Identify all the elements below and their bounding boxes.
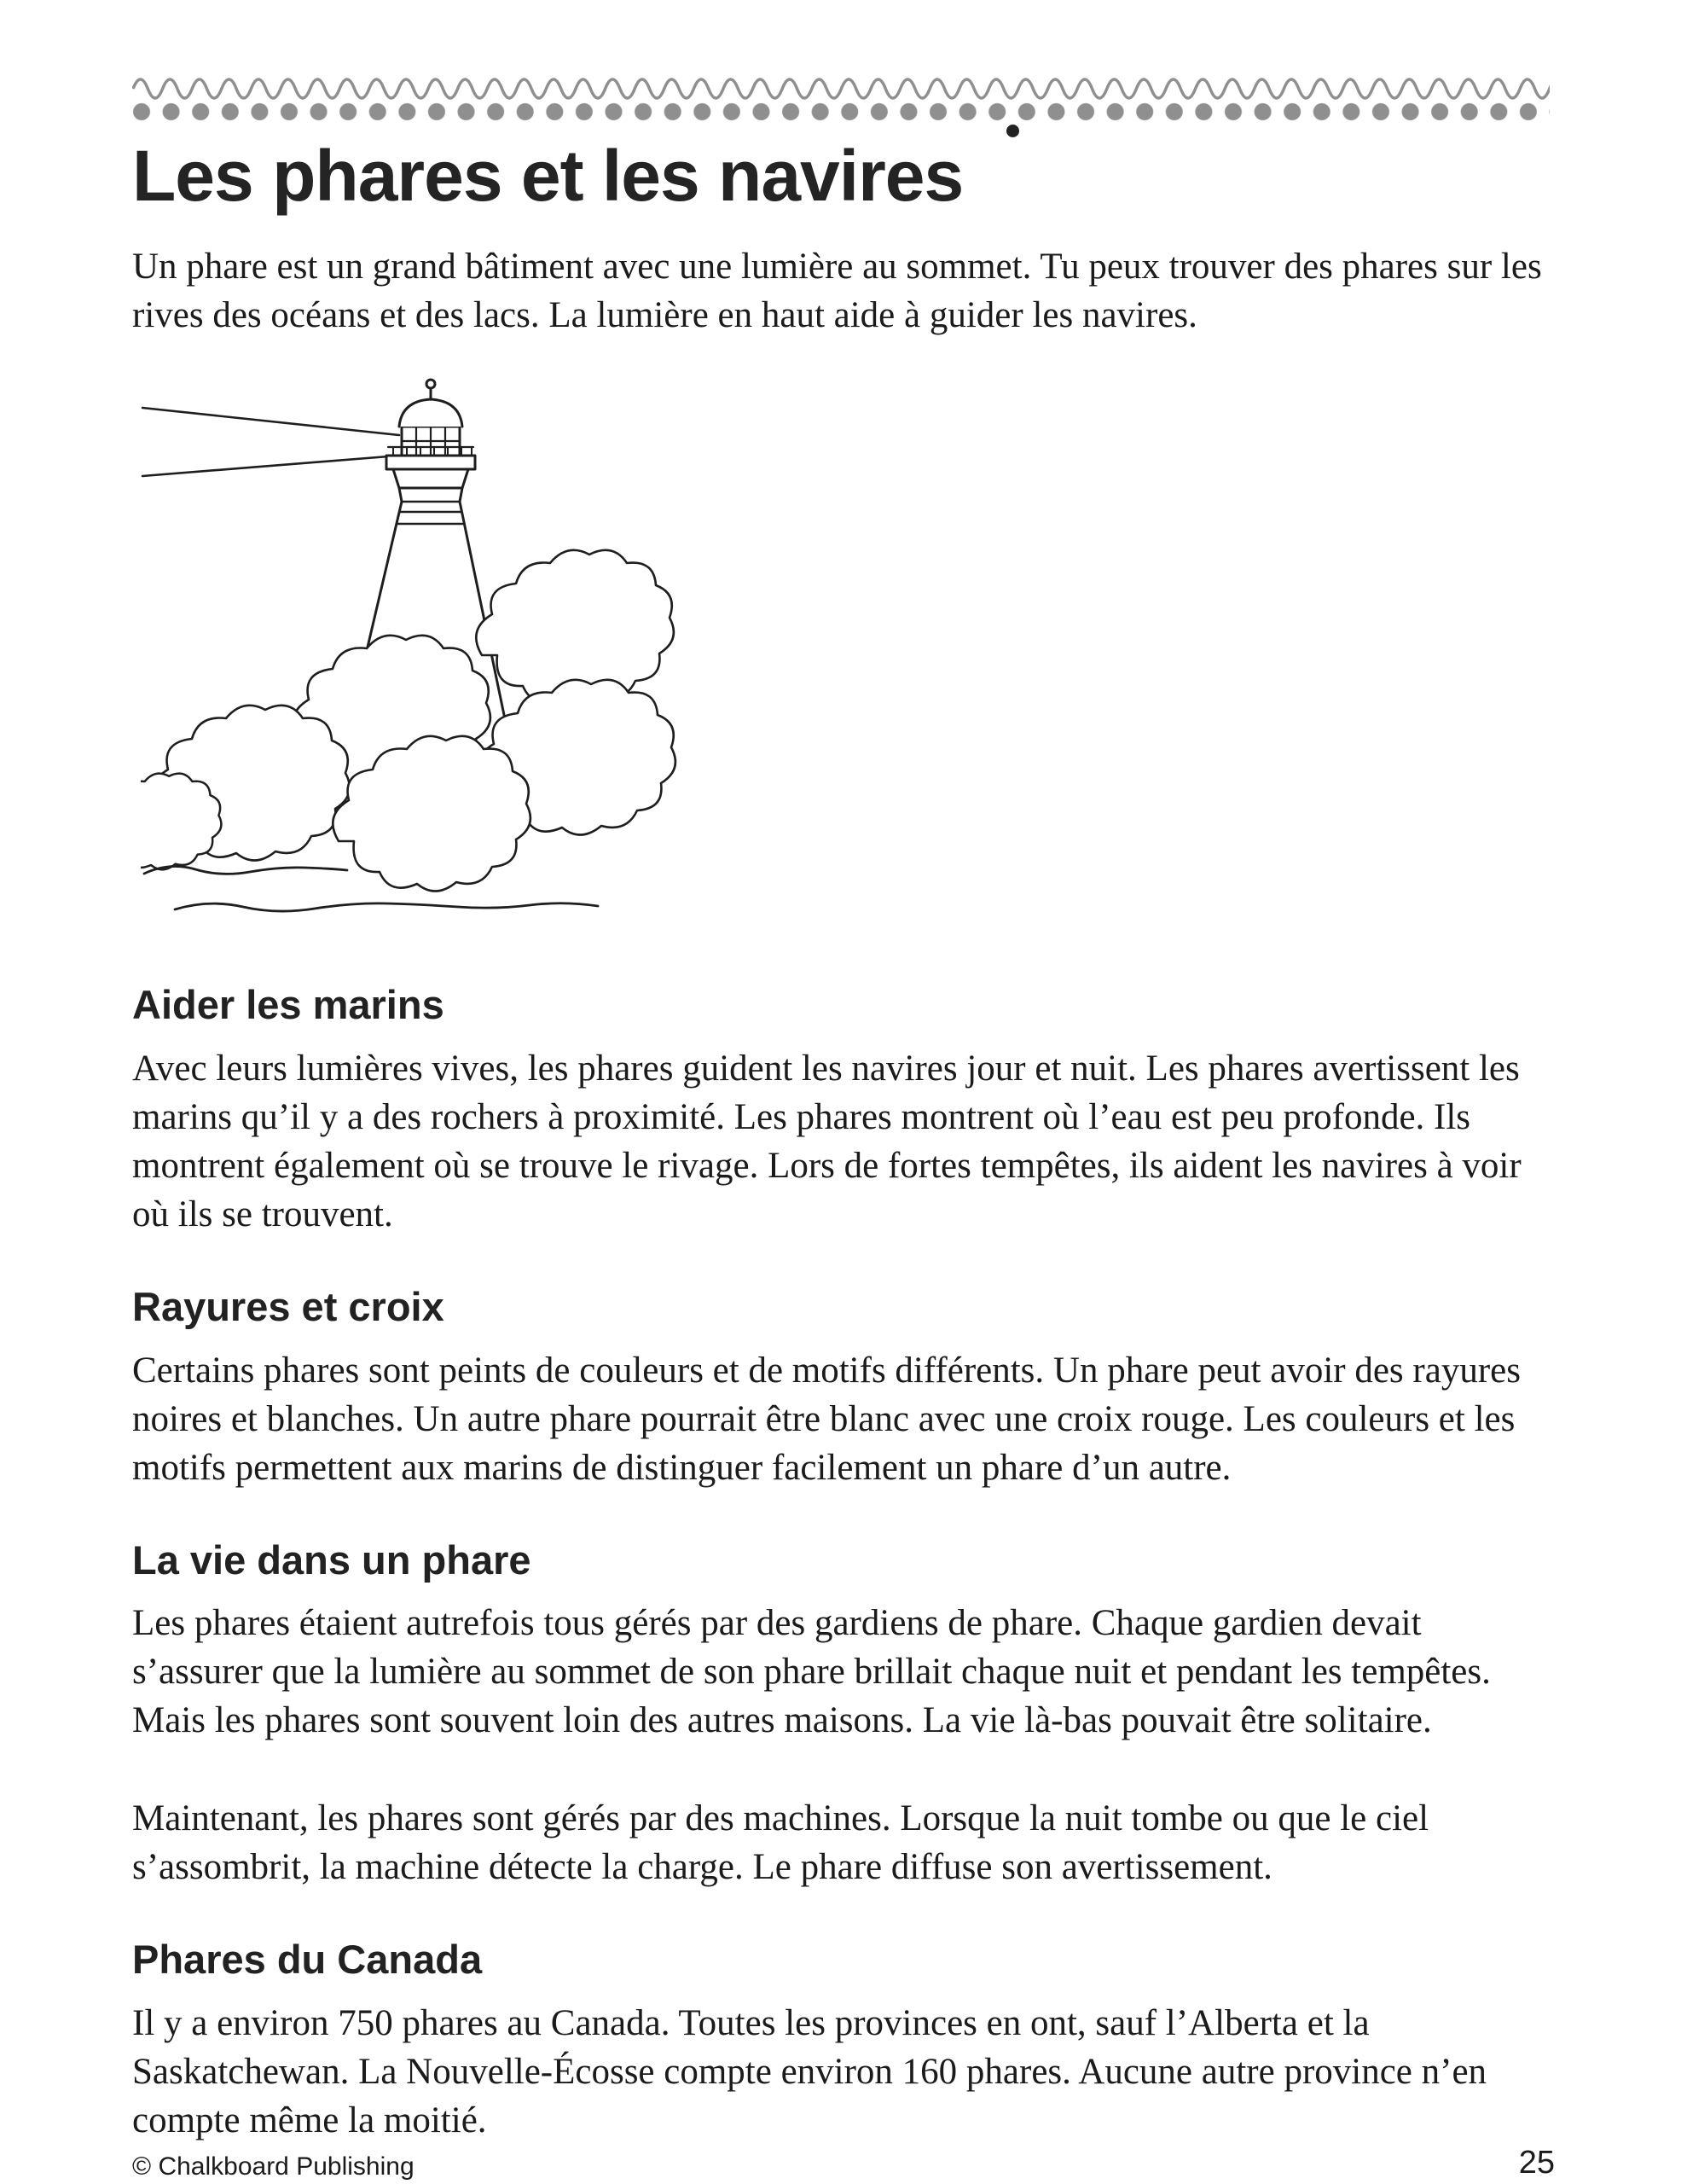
section-heading-phares-du-canada: Phares du Canada: [132, 1937, 483, 1983]
intro-paragraph: Un phare est un grand bâtiment avec une lumière au sommet. Tu peux trouver des phares sur les rives des océans et des lacs. La lumière en haut aide à guider les navires.: [132, 247, 1542, 336]
page-title: Les phares et les navires: [132, 136, 964, 216]
page-number: 25: [1518, 2144, 1555, 2181]
section-heading-la-vie-dans-un-phare: La vie dans un phare: [132, 1536, 531, 1583]
copyright-notice: © Chalkboard Publishing: [132, 2152, 415, 2181]
page-footer: [132, 2145, 1555, 2181]
lighthouse-illustration: [141, 363, 678, 937]
section-heading-aider-les-marins: Aider les marins: [132, 982, 444, 1028]
section-paragraph: Les phares étaient autrefois tous gérés par des gardiens de phare. Chaque gardien devait s’assurer que la lumière au sommet de son phare brillait chaque nuit et pendant les tempêtes. Mais les phares sont souvent loin des autres maisons. La vie là-bas pouvait être solitaire.: [132, 1603, 1491, 1741]
dotted-border-icon: [132, 102, 1550, 123]
section-paragraph: Maintenant, les phares sont gérés par des machines. Lorsque la nuit tombe ou que le ciel s’assombrit, la machine détecte la charge. Le phare diffuse son avertissement.: [132, 1798, 1429, 1888]
decorative-dot: [1006, 125, 1019, 137]
lighthouse-line-drawing-icon: [141, 374, 678, 937]
wavy-line-icon: [132, 75, 1555, 101]
top-decorative-border: [132, 75, 1555, 123]
section-paragraph: Avec leurs lumières vives, les phares guident les navires jour et nuit. Les phares avertissent les marins qu’il y a des rochers à proximité. Les phares montrent où l’eau est peu profonde. Ils montrent également où se trouve le rivage. Lors de fortes tempêtes, ils aident les navires à voir où ils se trouvent.: [132, 1048, 1522, 1234]
section-paragraph: Certains phares sont peints de couleurs et de motifs différents. Un phare peut avoir des rayures noires et blanches. Un autre phare pourrait être blanc avec une croix rouge. Les couleurs et les motifs permettent aux marins de distinguer facilement un phare d’un autre.: [132, 1350, 1521, 1488]
section-paragraph: Il y a environ 750 phares au Canada. Toutes les provinces en ont, sauf l’Alberta et la Saskatchewan. La Nouvelle-Écosse compte environ 160 phares. Aucune autre province n’en compte même la moitié.: [132, 2002, 1487, 2140]
section-heading-rayures-et-croix: Rayures et croix: [132, 1283, 444, 1329]
